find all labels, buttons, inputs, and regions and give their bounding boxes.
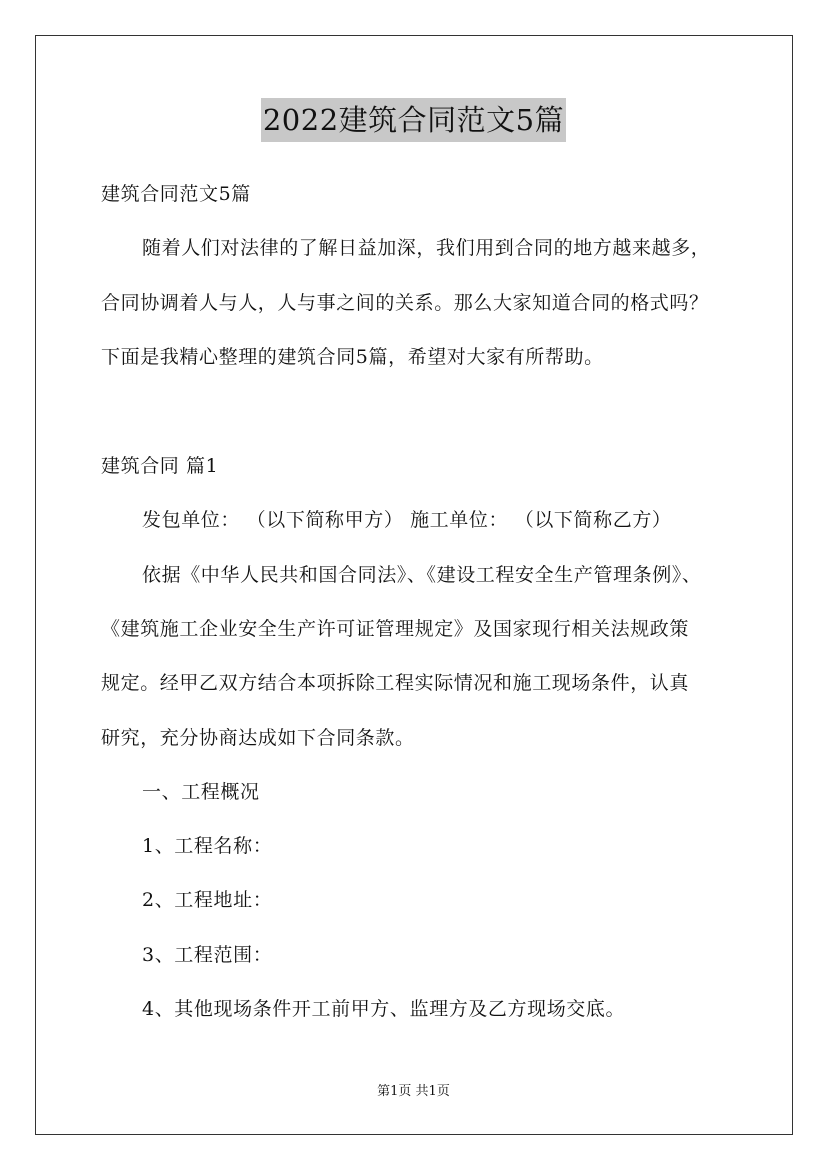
intro-line-2: 合同协调着人与人，人与事之间的关系。那么大家知道合同的格式吗？ [101, 292, 709, 314]
parties-line: 发包单位： （以下简称甲方） 施工单位： （以下简称乙方） [142, 509, 672, 531]
clause-item: 1、工程名称： [142, 835, 273, 857]
clause-item: 3、工程范围： [142, 944, 273, 966]
section-heading: 建筑合同 篇1 [101, 455, 219, 477]
document-subtitle: 建筑合同范文5篇 [101, 183, 251, 205]
clause-item: 4、其他现场条件开工前甲方、监理方及乙方现场交底。 [142, 998, 626, 1020]
basis-line-2: 《建筑施工企业安全生产许可证管理规定》及国家现行相关法规政策 [101, 618, 690, 640]
title-container [0, 98, 827, 142]
page-footer: 第1页 共1页 [377, 1084, 450, 1099]
intro-line-1: 随着人们对法律的了解日益加深，我们用到合同的地方越来越多， [142, 237, 711, 259]
clause-item: 2、工程地址： [142, 889, 273, 911]
clause-heading: 一、工程概况 [142, 781, 260, 803]
intro-line-3: 下面是我精心整理的建筑合同5篇，希望对大家有所帮助。 [101, 346, 604, 368]
basis-line-4: 研究，充分协商达成如下合同条款。 [101, 727, 415, 749]
basis-line-3: 规定。经甲乙双方结合本项拆除工程实际情况和施工现场条件，认真 [101, 672, 690, 694]
basis-line-1: 依据《中华人民共和国合同法》、《建设工程安全生产管理条例》、 [142, 564, 702, 586]
document-title: 2022建筑合同范文5篇 [261, 98, 566, 142]
